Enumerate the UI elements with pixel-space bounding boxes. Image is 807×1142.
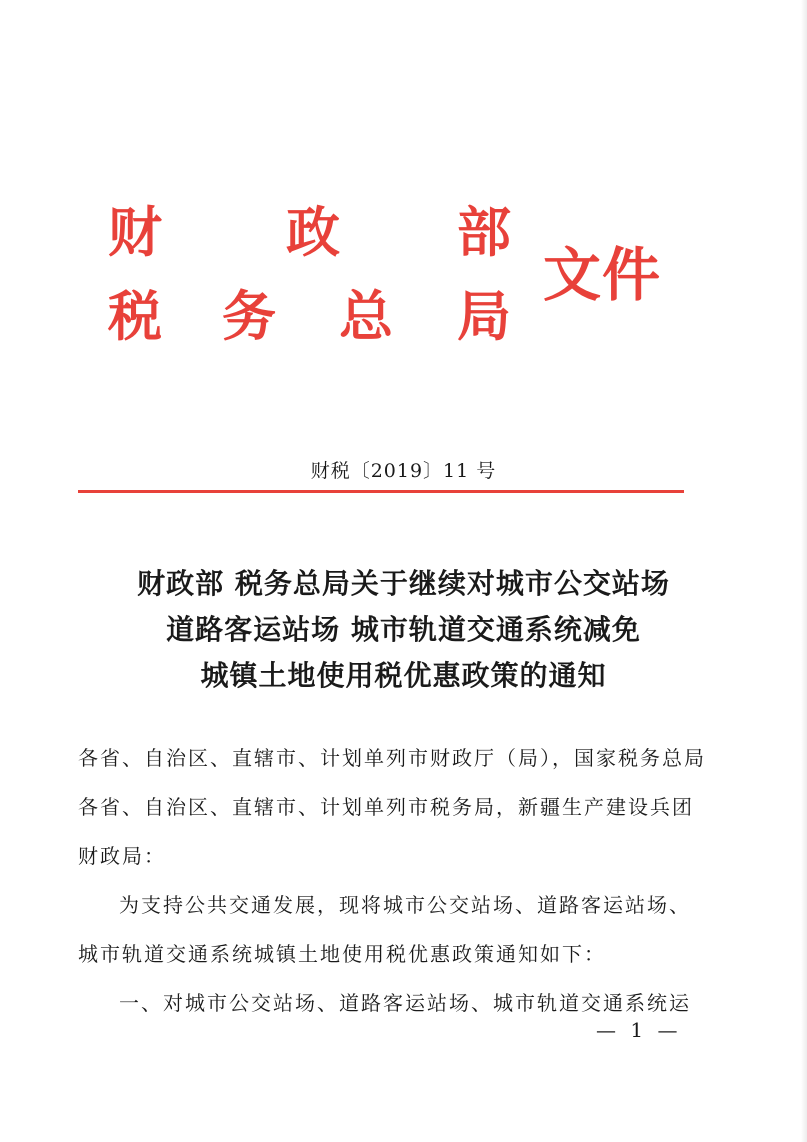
body-line-3: 财政局： bbox=[78, 844, 166, 868]
document-number: 财税〔2019〕11 号 bbox=[310, 460, 497, 482]
body-line-6: 一、对城市公交站场、道路客运站场、城市轨道交通系统运 bbox=[119, 991, 691, 1015]
masthead-char-zong: 总 bbox=[339, 285, 393, 348]
title-line-1: 财政部 税务总局关于继续对城市公交站场 bbox=[137, 567, 670, 600]
body-line-4: 为支持公共交通发展，现将城市公交站场、道路客运站场、 bbox=[119, 893, 691, 917]
red-divider bbox=[78, 490, 684, 493]
masthead-wenjian: 文件 bbox=[543, 241, 662, 309]
masthead-char-bu: 部 bbox=[457, 201, 511, 264]
body-line-5: 城市轨道交通系统城镇土地使用税优惠政策通知如下： bbox=[78, 942, 606, 966]
masthead-char-ju: 局 bbox=[457, 285, 511, 348]
masthead-char-cai: 财 bbox=[108, 201, 162, 264]
masthead-char-zheng: 政 bbox=[286, 201, 340, 264]
masthead-char-wu: 务 bbox=[222, 285, 276, 348]
page-number: — 1 — bbox=[596, 1018, 682, 1042]
body-line-2: 各省、自治区、直辖市、计划单列市税务局，新疆生产建设兵团 bbox=[78, 795, 694, 819]
body-line-1: 各省、自治区、直辖市、计划单列市财政厅（局），国家税务总局 bbox=[78, 746, 706, 770]
masthead-char-shui: 税 bbox=[108, 285, 162, 348]
title-line-2: 道路客运站场 城市轨道交通系统减免 bbox=[166, 613, 641, 646]
title-line-3: 城镇土地使用税优惠政策的通知 bbox=[200, 659, 607, 692]
